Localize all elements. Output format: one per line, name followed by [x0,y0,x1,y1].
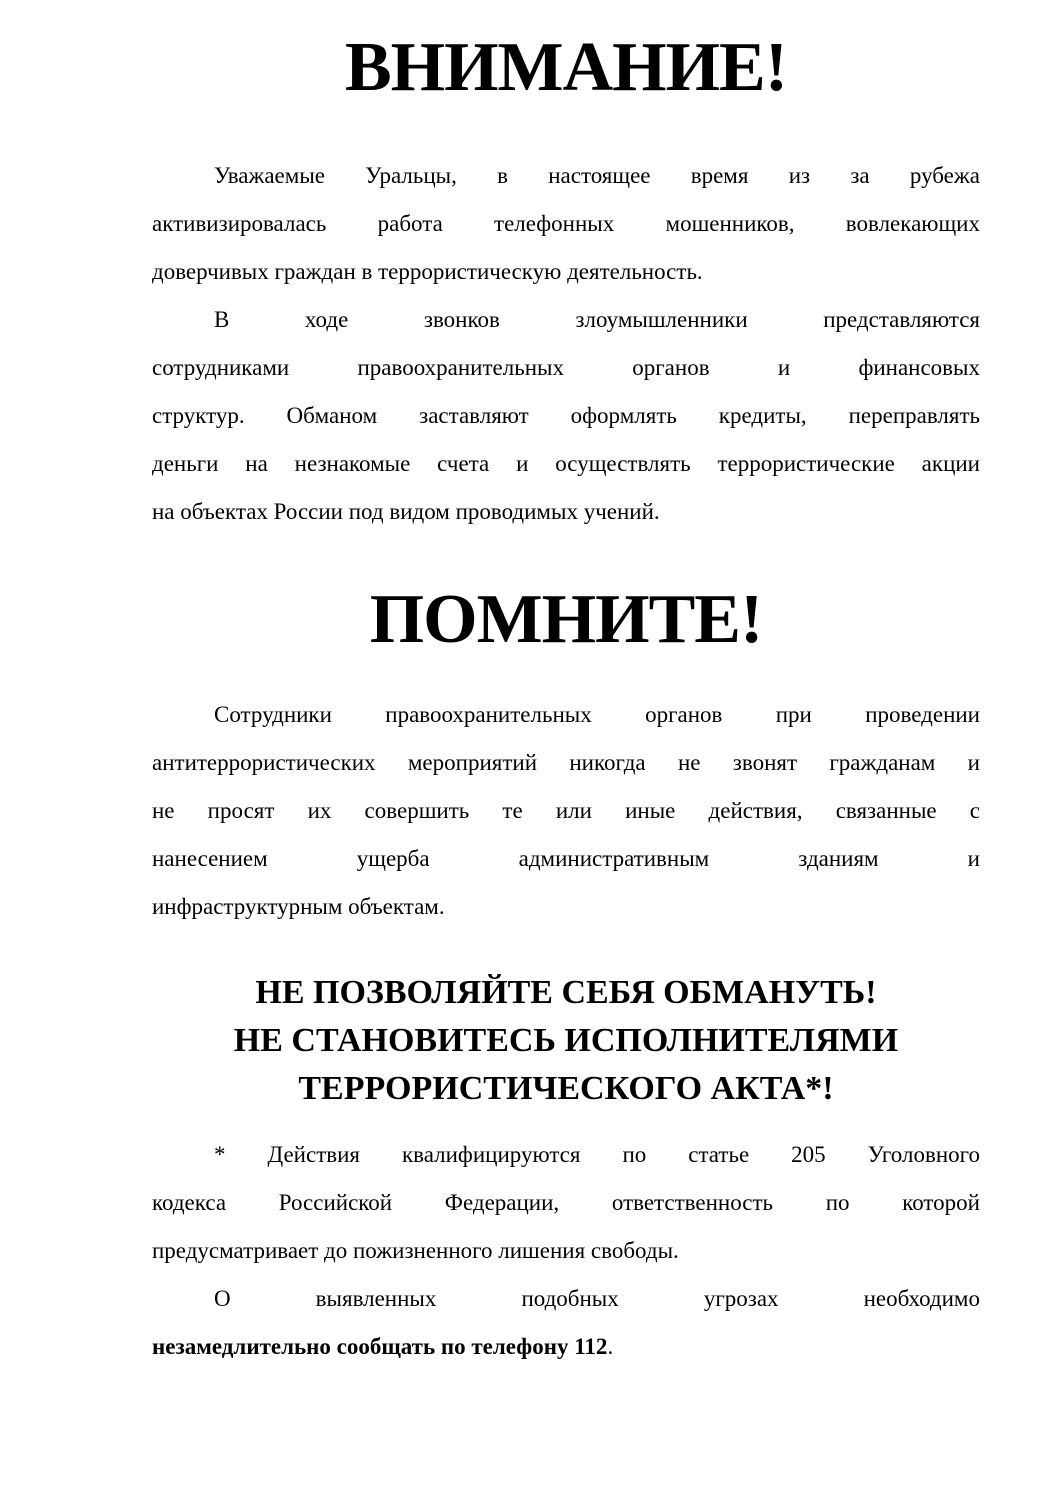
warning-heading-line: ТЕРРОРИСТИЧЕСКОГО АКТА*! [298,1070,834,1107]
paragraph-line: доверчивых граждан в террористическую деятельность. [152,259,703,284]
paragraph-line: активизировалась работа телефонных мошенников, вовлекающих [152,211,980,236]
report-paragraph [152,1275,980,1371]
remember-title: ПОМНИТЕ! [369,581,763,658]
paragraph-line: В ходе звонков злоумышленники представляются [214,307,980,332]
report-period: . [607,1334,614,1359]
warning-heading-line: НЕ ПОЗВОЛЯЙТЕ СЕБЯ ОБМАНУТЬ! [255,974,877,1011]
paragraph-line: * Действия квалифицируются по статье 205 Уголовного [214,1142,980,1167]
reminder-paragraph [152,691,980,931]
warning-heading [152,969,980,1113]
paragraph-line: нанесением ущерба административным зданиям и [152,846,980,871]
paragraph-line: предусматривает до пожизненного лишения свободы. [152,1238,679,1263]
paragraph-line: структур. Обманом заставляют оформлять кредиты, переправлять [152,403,980,428]
paragraph-line: антитеррористических мероприятий никогда не звонят гражданам и [152,750,980,775]
paragraph-line: О выявленных подобных угрозах необходимо [214,1286,980,1311]
paragraph-line: на объектах России под видом проводимых учений. [152,499,660,524]
paragraph-line: Уважаемые Уральцы, в настоящее время из за рубежа [214,163,980,188]
report-bold-text: незамедлительно сообщать по телефону 112 [152,1334,608,1359]
attention-title: ВНИМАНИЕ! [344,29,788,106]
paragraph-line: сотрудниками правоохранительных органов и финансовых [152,355,980,380]
paragraph-line [152,1323,980,1371]
paragraph-line: Сотрудники правоохранительных органов при проведении [214,702,980,727]
footnote-paragraph [152,1131,980,1275]
intro-paragraph [152,152,980,296]
scheme-paragraph [152,296,980,536]
warning-heading-line: НЕ СТАНОВИТЕСЬ ИСПОЛНИТЕЛЯМИ [233,1022,899,1059]
paragraph-line: кодекса Российской Федерации, ответственность по которой [152,1190,980,1215]
paragraph-line: не просят их совершить те или иные действия, связанные с [152,798,980,823]
paragraph-line: инфраструктурным объектам. [152,894,445,919]
paragraph-line: деньги на незнакомые счета и осуществлять террористические акции [152,451,980,476]
